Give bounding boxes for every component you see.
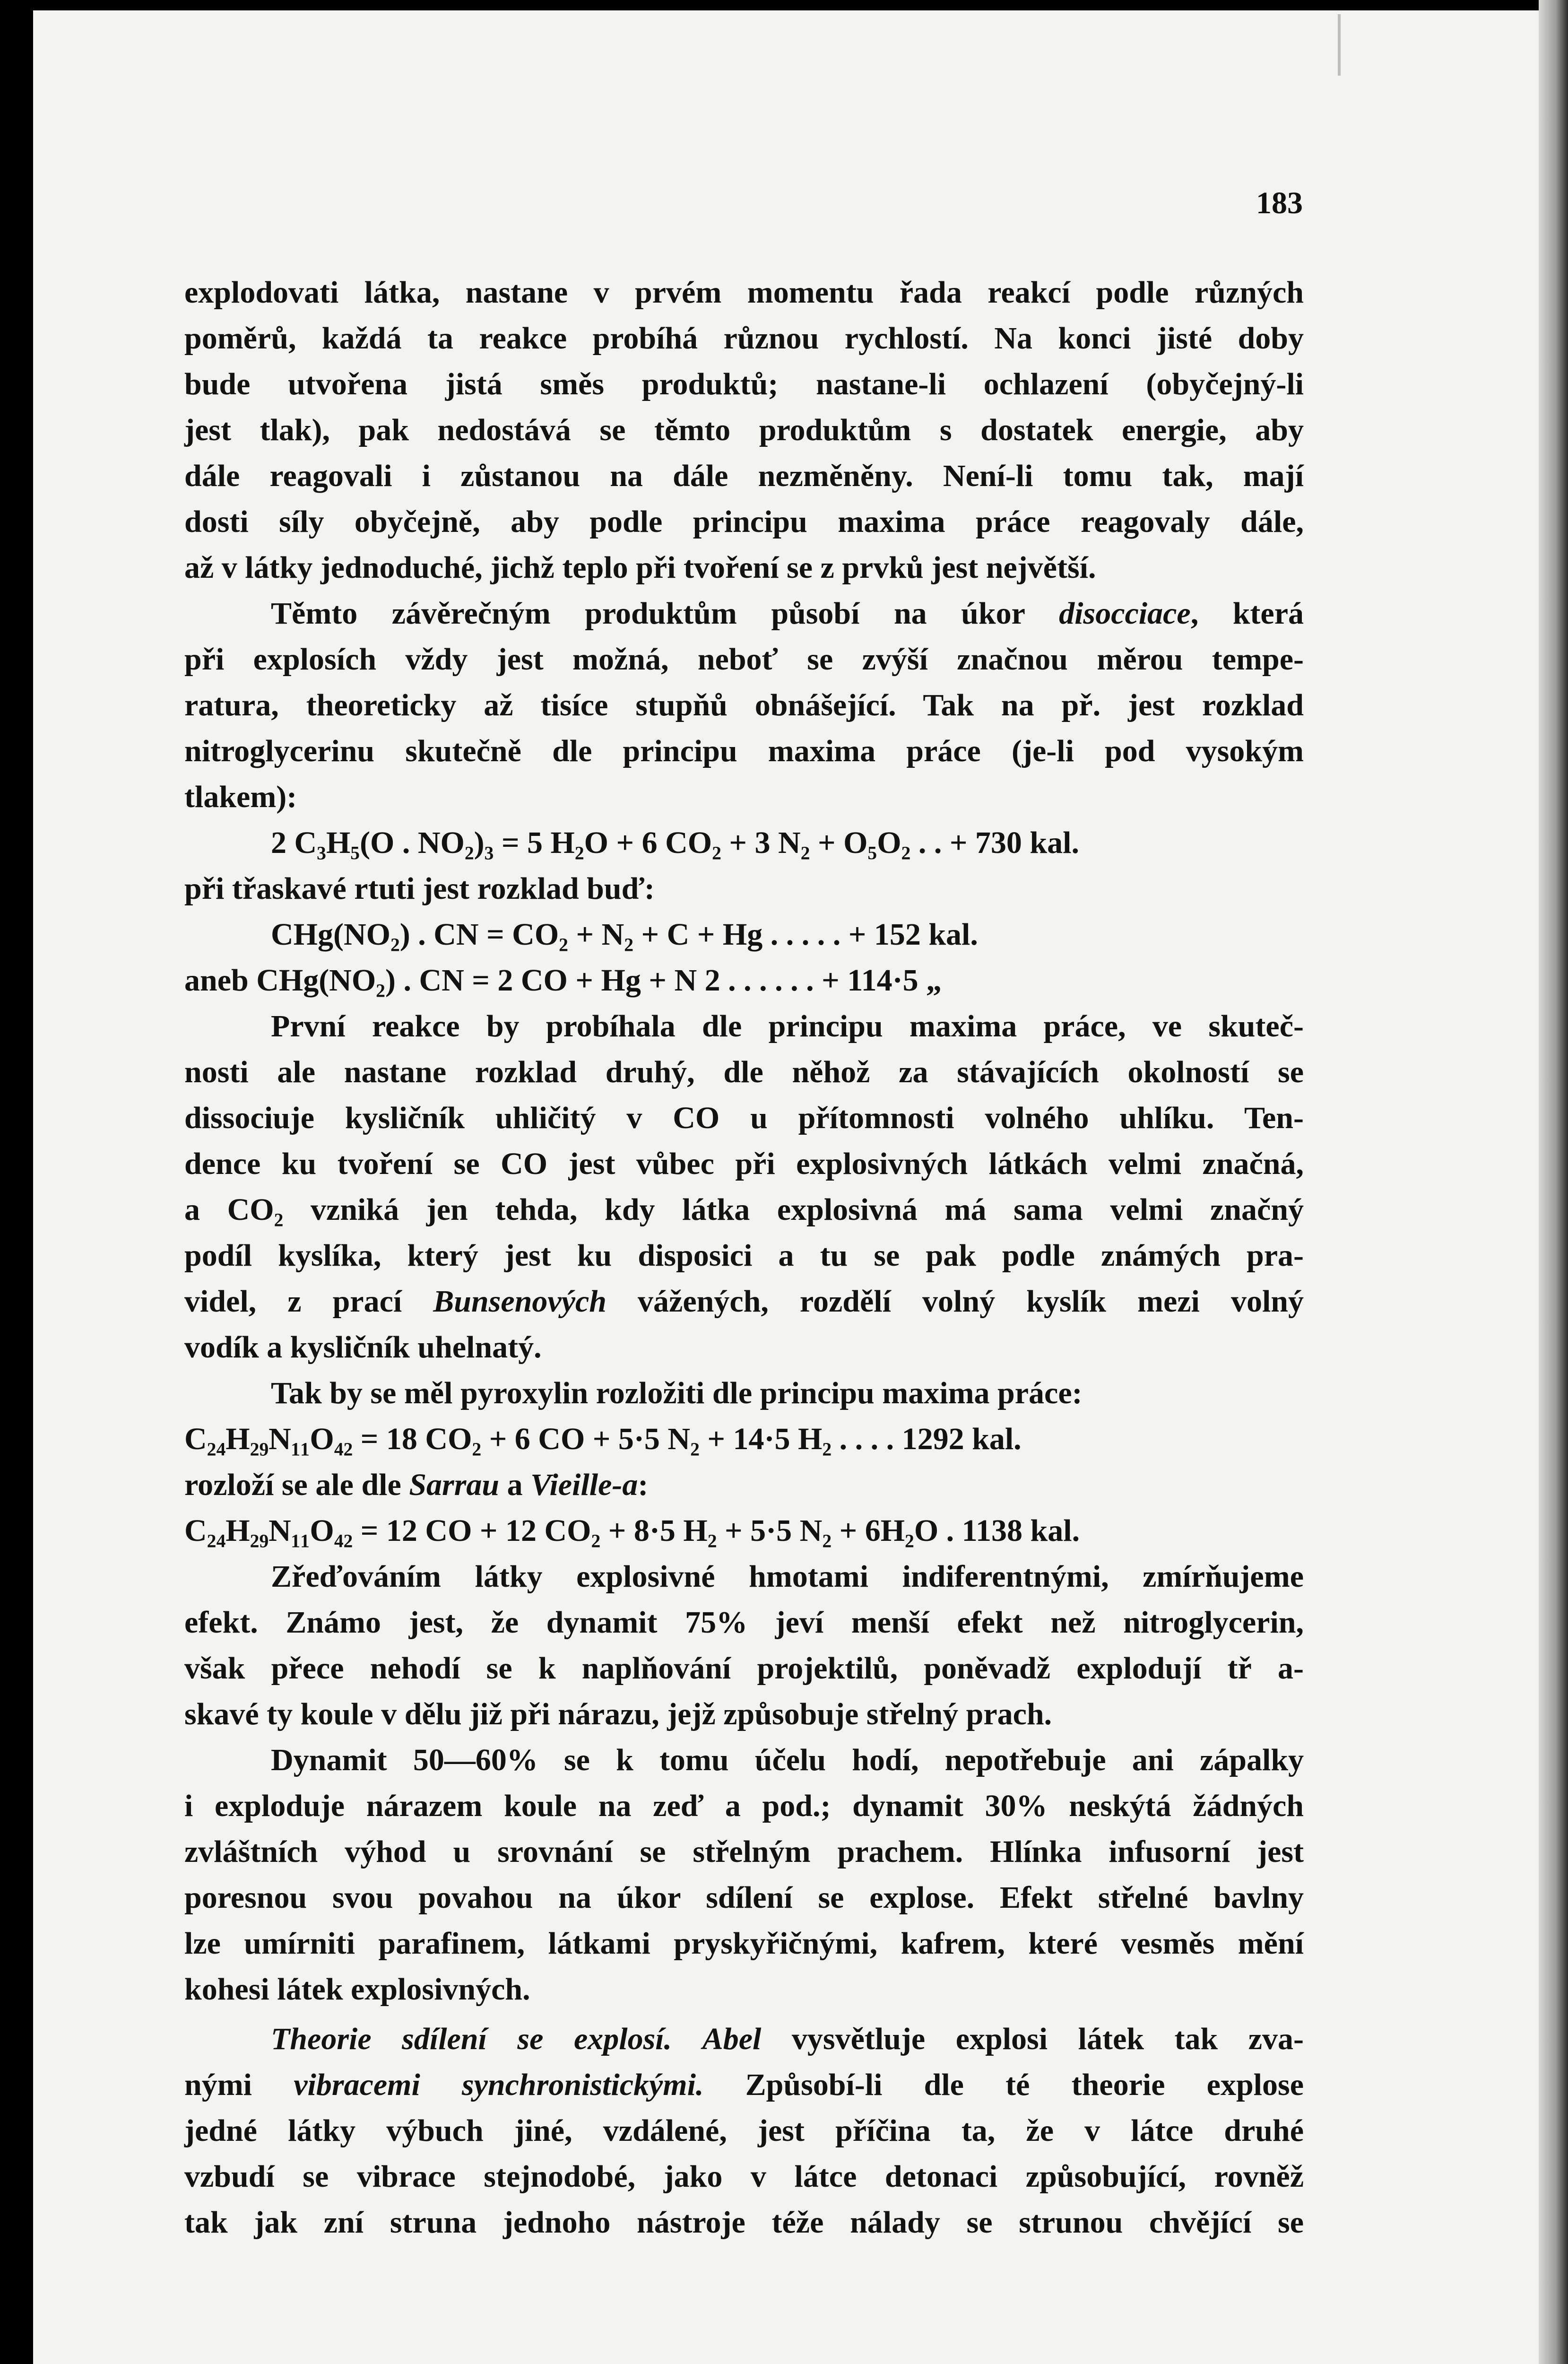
text-line: videl, z prací Bunsenových vážených, rozdělí volný kyslík mezi volný bbox=[184, 1284, 1304, 1319]
text-line: aneb CHg(NO₂) . CN = 2 CO + Hg + N 2 . . . . . . + 114·5 „ bbox=[184, 963, 942, 998]
text-line: Dynamit 50—60% se k tomu účelu hodí, nepotřebuje ani zápalky bbox=[271, 1743, 1304, 1777]
text-line: CHg(NO₂) . CN = CO₂ + N₂ + C + Hg . . . . . + 152 kal. bbox=[271, 917, 978, 952]
body-text bbox=[184, 269, 1304, 2245]
text-line: skavé ty koule v dělu již při nárazu, jejž způsobuje střelný prach. bbox=[184, 1697, 1052, 1731]
text-line: lze umírniti parafinem, látkami pryskyřičnými, kafrem, které vesměs mění bbox=[184, 1926, 1304, 1961]
text-line: 2 C₃H₅(O . NO₂)₃ = 5 H₂O + 6 CO₂ + 3 N₂ + O₅O₂ . . + 730 kal. bbox=[271, 826, 1079, 860]
text-line: tak jak zní struna jednoho nástroje téže nálady se strunou chvějící se bbox=[184, 2205, 1304, 2240]
text-line: bude utvořena jistá směs produktů; nastane-li ochlazení (obyčejný-li bbox=[184, 367, 1304, 401]
text-line: Theorie sdílení se explosí. Abel vysvětluje explosi látek tak zva- bbox=[271, 2022, 1304, 2056]
text-line: zvláštních výhod u srovnání se střelným prachem. Hlínka infusorní jest bbox=[184, 1834, 1304, 1869]
text-line: kohesi látek explosivných. bbox=[184, 1972, 530, 2007]
text-line: dosti síly obyčejně, aby podle principu maxima práce reagovaly dále, bbox=[184, 504, 1304, 539]
text-line: dále reagovali i zůstanou na dále nezměněny. Není-li tomu tak, mají bbox=[184, 459, 1304, 493]
text-line: explodovati látka, nastane v prvém momentu řada reakcí podle různých bbox=[184, 275, 1304, 310]
text-line: C₂₄H₂₉N₁₁O₄₂ = 12 CO + 12 CO₂ + 8·5 H₂ + 5·5 N₂ + 6H₂O . 1138 kal. bbox=[184, 1513, 1080, 1548]
text-line: rozloží se ale dle Sarrau a Vieille-a: bbox=[184, 1468, 649, 1502]
text-line: efekt. Známo jest, že dynamit 75% jeví menší efekt než nitroglycerin, bbox=[184, 1605, 1304, 1640]
text-line: dence ku tvoření se CO jest vůbec při explosivných látkách velmi značná, bbox=[184, 1147, 1304, 1181]
text-line: C₂₄H₂₉N₁₁O₄₂ = 18 CO₂ + 6 CO + 5·5 N₂ + 14·5 H₂ . . . . 1292 kal. bbox=[184, 1422, 1022, 1456]
text-line: a CO₂ vzniká jen tehda, kdy látka explosivná má sama velmi značný bbox=[184, 1192, 1304, 1227]
text-line: při třaskavé rtuti jest rozklad buď: bbox=[184, 871, 655, 906]
text-line: Zřeďováním látky explosivné hmotami indiferentnými, zmírňujeme bbox=[271, 1559, 1304, 1594]
text-line: Tak by se měl pyroxylin rozložiti dle principu maxima práce: bbox=[271, 1376, 1083, 1410]
text-line: nými vibracemi synchronistickými. Způsobí-li dle té theorie explose bbox=[184, 2068, 1304, 2102]
text-line: až v látky jednoduché, jichž teplo při tvoření se z prvků jest největší. bbox=[184, 550, 1096, 585]
text-line: dissociuje kysličník uhličitý v CO u přítomnosti volného uhlíku. Ten- bbox=[184, 1101, 1304, 1135]
page-edge bbox=[1539, 0, 1568, 2364]
page-number: 183 bbox=[1256, 186, 1303, 220]
text-line: tlakem): bbox=[184, 780, 297, 814]
text-line: nitroglycerinu skutečně dle principu maxima práce (je-li pod vysokým bbox=[184, 734, 1304, 768]
text-line: ratura, theoreticky až tisíce stupňů obnášející. Tak na př. jest rozklad bbox=[184, 688, 1304, 722]
text-line: podíl kyslíka, který jest ku disposici a tu se pak podle známých pra- bbox=[184, 1238, 1304, 1273]
text-line: jest tlak), pak nedostává se těmto produktům s dostatek energie, aby bbox=[184, 413, 1304, 447]
text-line: Těmto závěrečným produktům působí na úkor disocciace, která bbox=[271, 596, 1304, 631]
text-line: vodík a kysličník uhelnatý. bbox=[184, 1330, 542, 1365]
text-line: První reakce by probíhala dle principu maxima práce, ve skuteč- bbox=[271, 1009, 1304, 1043]
page-mark bbox=[1338, 14, 1341, 76]
text-line: při explosích vždy jest možná, neboť se zvýší značnou měrou tempe- bbox=[184, 642, 1304, 677]
text-line: však přece nehodí se k naplňování projektilů, poněvadž explodují tř a- bbox=[184, 1651, 1304, 1686]
text-line: poměrů, každá ta reakce probíhá různou rychlostí. Na konci jisté doby bbox=[184, 321, 1304, 356]
text-line: vzbudí se vibrace stejnodobé, jako v látce detonaci způsobující, rovněž bbox=[184, 2159, 1304, 2194]
text-line: nosti ale nastane rozklad druhý, dle něhož za stávajících okolností se bbox=[184, 1055, 1304, 1089]
text-line: jedné látky výbuch jiné, vzdálené, jest příčina ta, že v látce druhé bbox=[184, 2113, 1304, 2148]
text-line: i exploduje nárazem koule na zeď a pod.; dynamit 30% neskýtá žádných bbox=[184, 1789, 1304, 1823]
text-line: poresnou svou povahou na úkor sdílení se explose. Efekt střelné bavlny bbox=[184, 1880, 1304, 1915]
